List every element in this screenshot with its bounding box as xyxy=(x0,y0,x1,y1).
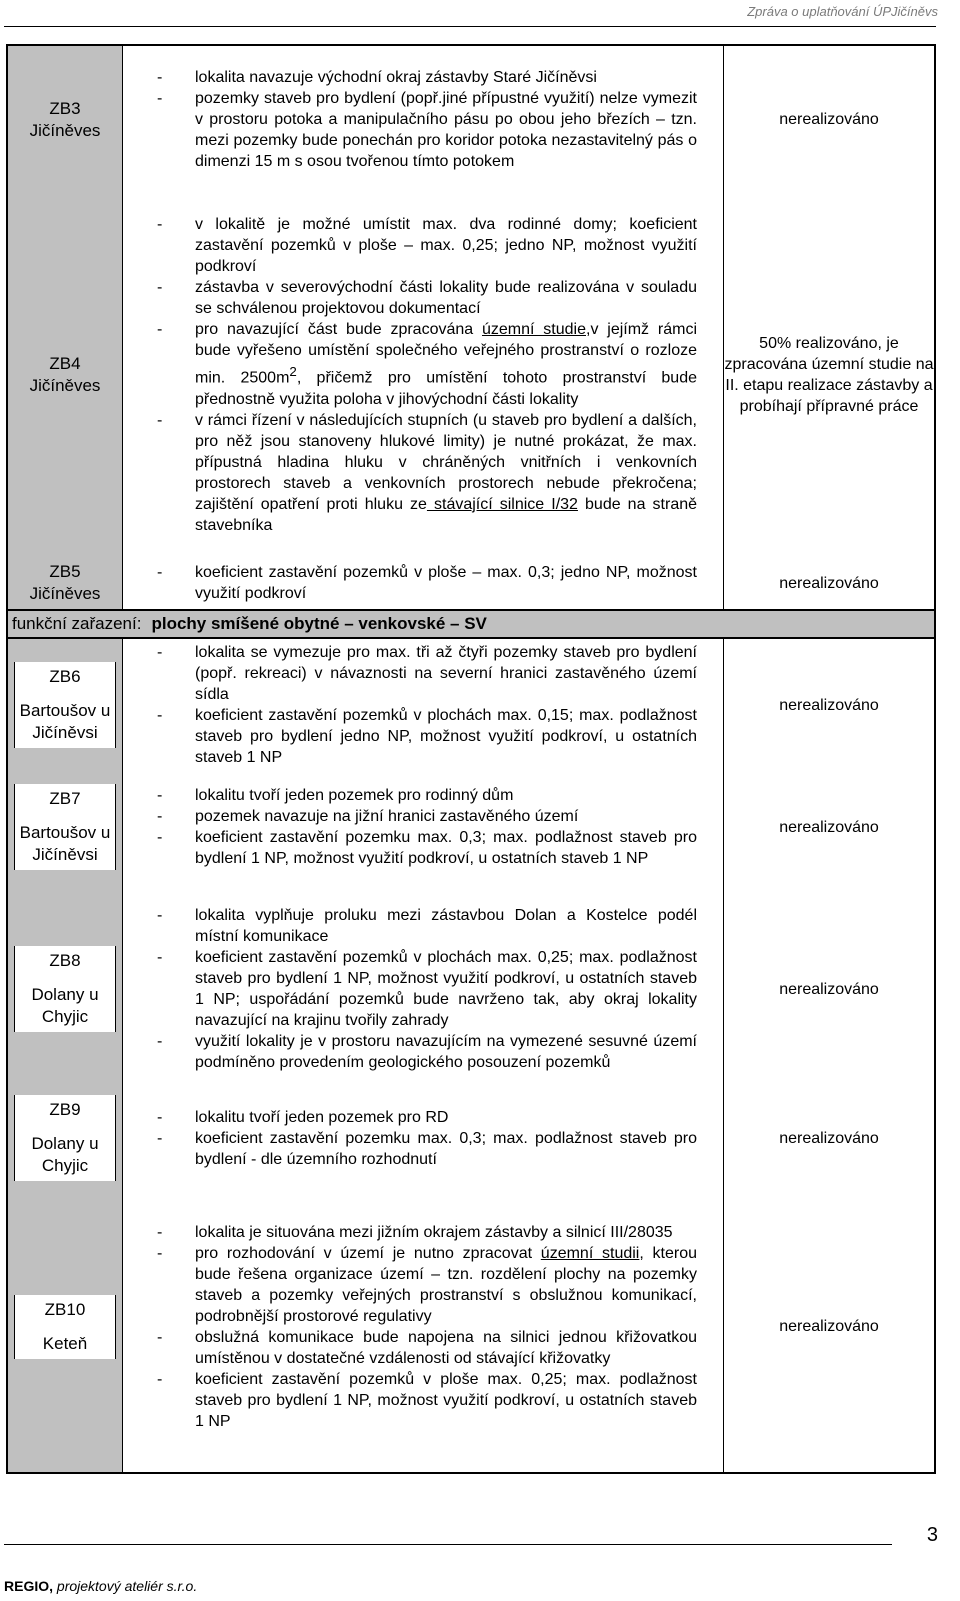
status-text: nerealizováno xyxy=(724,557,936,610)
zone-label: funkční zařazení: xyxy=(12,614,142,633)
status-text: nerealizováno xyxy=(724,1181,936,1473)
list-item: - lokalita je situována mezi jižním okrajem zástavby a silnicí III/28035 xyxy=(157,1223,673,1241)
road-reference: stávající silnice I/32 xyxy=(426,495,578,513)
study-link: územní studie xyxy=(482,321,586,339)
locality-code: ZB4 Jičíněves xyxy=(7,193,123,557)
status-text: nerealizováno xyxy=(724,638,936,771)
table-row xyxy=(7,771,935,883)
list-item: - lokalitu tvoří jeden pozemek pro RD xyxy=(157,1108,449,1126)
page-number: 3 xyxy=(926,1524,938,1546)
regulation-table xyxy=(6,44,936,1474)
conditions xyxy=(123,557,724,610)
table-row xyxy=(7,638,935,771)
list-item: - obslužná komunikace bude napojena na silnici jednou křižovatkou umístěnou v dostatečné vzdálenosti od stávající křižovatky xyxy=(157,1328,697,1367)
locality-code: ZB6 Bartoušov u Jičíněvsi xyxy=(7,638,123,771)
zone-name: plochy smíšené obytné – venkovské – SV xyxy=(151,614,487,633)
table-row xyxy=(7,1181,935,1473)
status-text: nerealizováno xyxy=(724,45,936,193)
conditions xyxy=(123,771,724,883)
list-item: - lokalita vyplňuje proluku mezi zástavbou Dolan a Kostelce podél místní komunikace xyxy=(157,907,697,945)
status-text: nerealizováno xyxy=(724,1095,936,1181)
footer-divider xyxy=(4,1544,892,1545)
conditions xyxy=(123,45,724,193)
locality-code: ZB9 Dolany u Chyjic xyxy=(7,1095,123,1181)
locality-code: ZB10 Keteň xyxy=(7,1181,123,1473)
table-row xyxy=(7,1095,935,1181)
status-text: nerealizováno xyxy=(724,883,936,1095)
list-item: - koeficient zastavění pozemků v ploše – max. 0,3; jedno NP, možnost využití podkroví xyxy=(157,564,697,602)
locality-code: ZB8 Dolany u Chyjic xyxy=(7,883,123,1095)
header-divider xyxy=(4,26,936,27)
list-item: - v rámci řízení v následujících stupních (u staveb pro bydlení a dalších, pro něž jsou stanoveny hlukové limity) je nutné prokázat, že max. přípustná hladina hluku v chráněných vnitřních i venkovních prostorech staveb a venkovních prostorech nebude překročena; zajištění opatření proti hluku ze stávající silnice I/32 bude na straně stavebníka xyxy=(157,411,698,534)
list-item: - pozemek navazuje na jižní hranici zastavěného území xyxy=(157,808,579,825)
table-row xyxy=(7,193,935,557)
zone-header-row xyxy=(7,610,935,638)
list-item: - využití lokality je v prostoru navazujícím na vymezené sesuvné území podmíněno provedením geologického posouzení pozemků xyxy=(157,1033,697,1071)
list-item: - pro rozhodování v území je nutno zpracovat územní studii, kterou bude řešena organizace území – tzn. rozdělení plochy na pozemky staveb a pozemky veřejných prostranství s obslužnou komunikací, podrobnější prostorové regulativy xyxy=(157,1244,698,1325)
page-footer: REGIO, projektový ateliér s.r.o. xyxy=(4,1578,198,1594)
list-item: - lokalita se vymezuje pro max. tři až čtyři pozemky staveb pro bydlení (popř. rekreaci) v návaznosti na severní hranici zastavěného území sídla xyxy=(157,644,697,703)
list-item: - koeficient zastavění pozemků v ploše max. 0,25; max. podlažnost staveb pro bydlení 1 NP, možnost využití podkroví, u ostatních staveb 1 NP xyxy=(157,1370,697,1430)
list-item: - zástavba v severovýchodní části lokality bude realizována v souladu se schválenou projektovou dokumentací xyxy=(157,279,697,318)
conditions xyxy=(123,1095,724,1181)
list-item: - pozemky staveb pro bydlení (popř.jiné přípustné využití) nelze vymezit v prostoru potoka a manipulačního pásu po obou jeho březích – tzn. mezi pozemky bude ponechán pro koridor potoka nezastavitelný pás o dimenzi 15 m s osou tvořenou tímto potokem xyxy=(157,90,697,170)
locality-code: ZB3 Jičíněves xyxy=(7,45,123,193)
list-item: - lokalita navazuje východní okraj zástavby Staré Jičíněvsi xyxy=(157,69,597,86)
list-item: - pro navazující část bude zpracována územní studie,v jejímž rámci bude vyřešeno umístění společného veřejného prostranství o rozloze min. $2500m^2$, přičemž pro umístění tohoto prostranství bude přednostně využita poloha v jihovýchodní části lokality xyxy=(157,321,698,408)
conditions xyxy=(123,193,724,557)
conditions xyxy=(123,883,724,1095)
table-row xyxy=(7,45,935,193)
list-item: - koeficient zastavění pozemku max. 0,3; max. podlažnost staveb pro bydlení 1 NP, možnost využití podkroví, u ostatních staveb 1 NP xyxy=(157,829,697,867)
locality-code: ZB5 Jičíněves xyxy=(7,557,123,610)
table-row xyxy=(7,557,935,610)
conditions xyxy=(123,638,724,771)
table-row xyxy=(7,883,935,1095)
conditions xyxy=(123,1181,724,1473)
study-link: územní studii xyxy=(540,1244,640,1262)
locality-code: ZB7 Bartoušov u Jičíněvsi xyxy=(7,771,123,883)
list-item: - v lokalitě je možné umístit max. dva rodinné domy; koeficient zastavění pozemků v ploše – max. 0,25; jedno NP, možnost využití podkroví xyxy=(157,216,697,276)
status-text: 50% realizováno, je zpracována územní studie na II. etapu realizace zástavby a probíhají přípravné práce xyxy=(724,193,936,557)
status-text: nerealizováno xyxy=(724,771,936,883)
list-item: - lokalitu tvoří jeden pozemek pro rodinný dům xyxy=(157,787,514,804)
list-item: - koeficient zastavění pozemků v plochách max. 0,15; max. podlažnost staveb pro bydlení jedno NP, možnost využití podkroví, u ostatních staveb 1 NP xyxy=(157,707,697,766)
list-item: - koeficient zastavění pozemku max. 0,3; max. podlažnost staveb pro bydlení - dle územního rozhodnutí xyxy=(157,1129,697,1168)
list-item: - koeficient zastavění pozemků v plochách max. 0,25; max. podlažnost staveb pro bydlení 1 NP, možnost využití podkroví, u ostatních staveb 1 NP; uspořádání pozemků bude navrženo tak, aby okraj lokality navazující na krajinu tvořily zahrady xyxy=(157,949,697,1029)
page-header: Zpráva o uplatňování ÚPJičíněvs xyxy=(747,4,938,19)
